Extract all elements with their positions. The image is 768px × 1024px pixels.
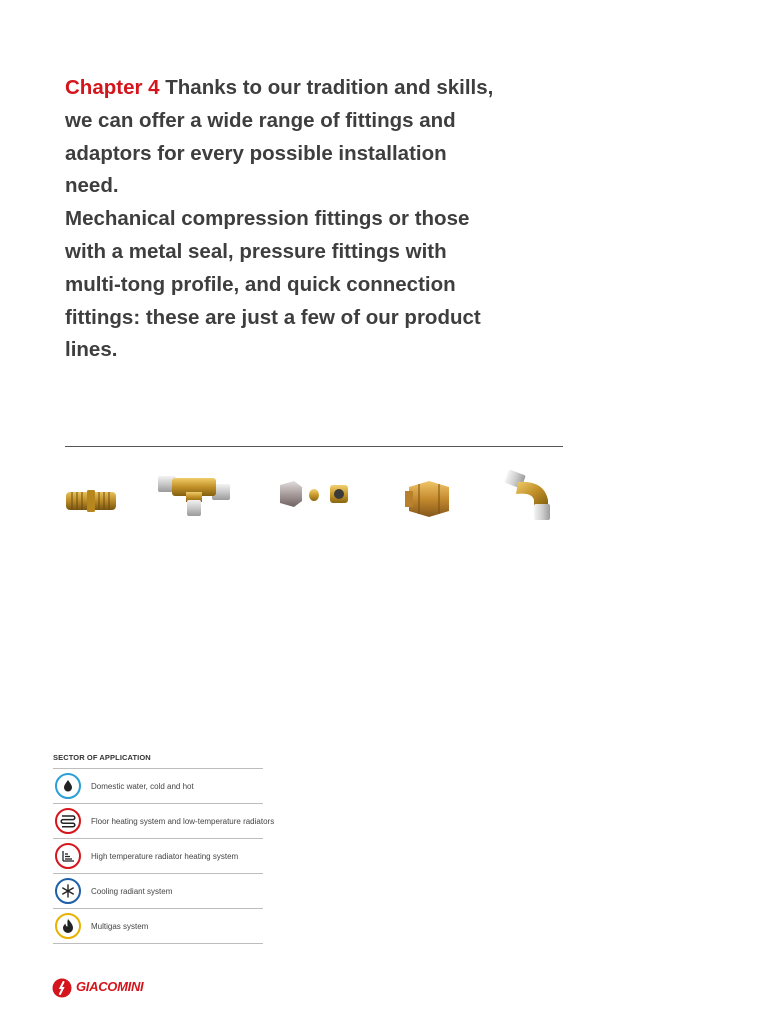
divider: [65, 446, 563, 447]
snowflake-icon: [54, 877, 82, 905]
brass-coupling-icon: [64, 484, 118, 516]
sector-of-application: [53, 753, 275, 944]
tee-fitting-icon: [156, 470, 232, 518]
sector-item: [53, 803, 275, 838]
floor-heating-icon: [54, 807, 82, 835]
water-drop-icon: [54, 772, 82, 800]
sector-item: [53, 908, 263, 944]
flame-icon: [54, 912, 82, 940]
sector-label: High temperature radiator heating system: [91, 851, 239, 861]
sector-item: [53, 838, 263, 873]
sector-label: Multigas system: [91, 921, 149, 931]
sector-label: Domestic water, cold and hot: [91, 781, 194, 791]
brand-name: GIACOMINI: [76, 979, 144, 994]
sector-label: Cooling radiant system: [91, 886, 173, 896]
compression-adaptor-set-icon: [276, 479, 354, 509]
sector-item: [53, 873, 263, 908]
elbow-fitting-icon: [504, 470, 560, 522]
sector-label: Floor heating system and low-temperature radiators: [91, 816, 275, 826]
intro-paragraph-1: Thanks to our tradition and skills, we can offer a wide range of fittings and adaptors for every possible installation need.: [65, 76, 494, 198]
brand-mark-icon: [52, 978, 72, 998]
intro-paragraph-2: Mechanical compression fittings or those with a metal seal, pressure fittings with multi-tong profile, and quick connection fittings: these are just a few of our product lines.: [65, 207, 481, 362]
radiator-icon: [54, 842, 82, 870]
sector-item: [53, 768, 263, 803]
sectors-title: SECTOR OF APPLICATION: [53, 753, 151, 762]
chapter-label: Chapter 4: [65, 76, 160, 99]
intro-text: [65, 72, 495, 367]
threaded-union-icon: [403, 479, 455, 519]
giacomini-logo: [52, 978, 152, 998]
